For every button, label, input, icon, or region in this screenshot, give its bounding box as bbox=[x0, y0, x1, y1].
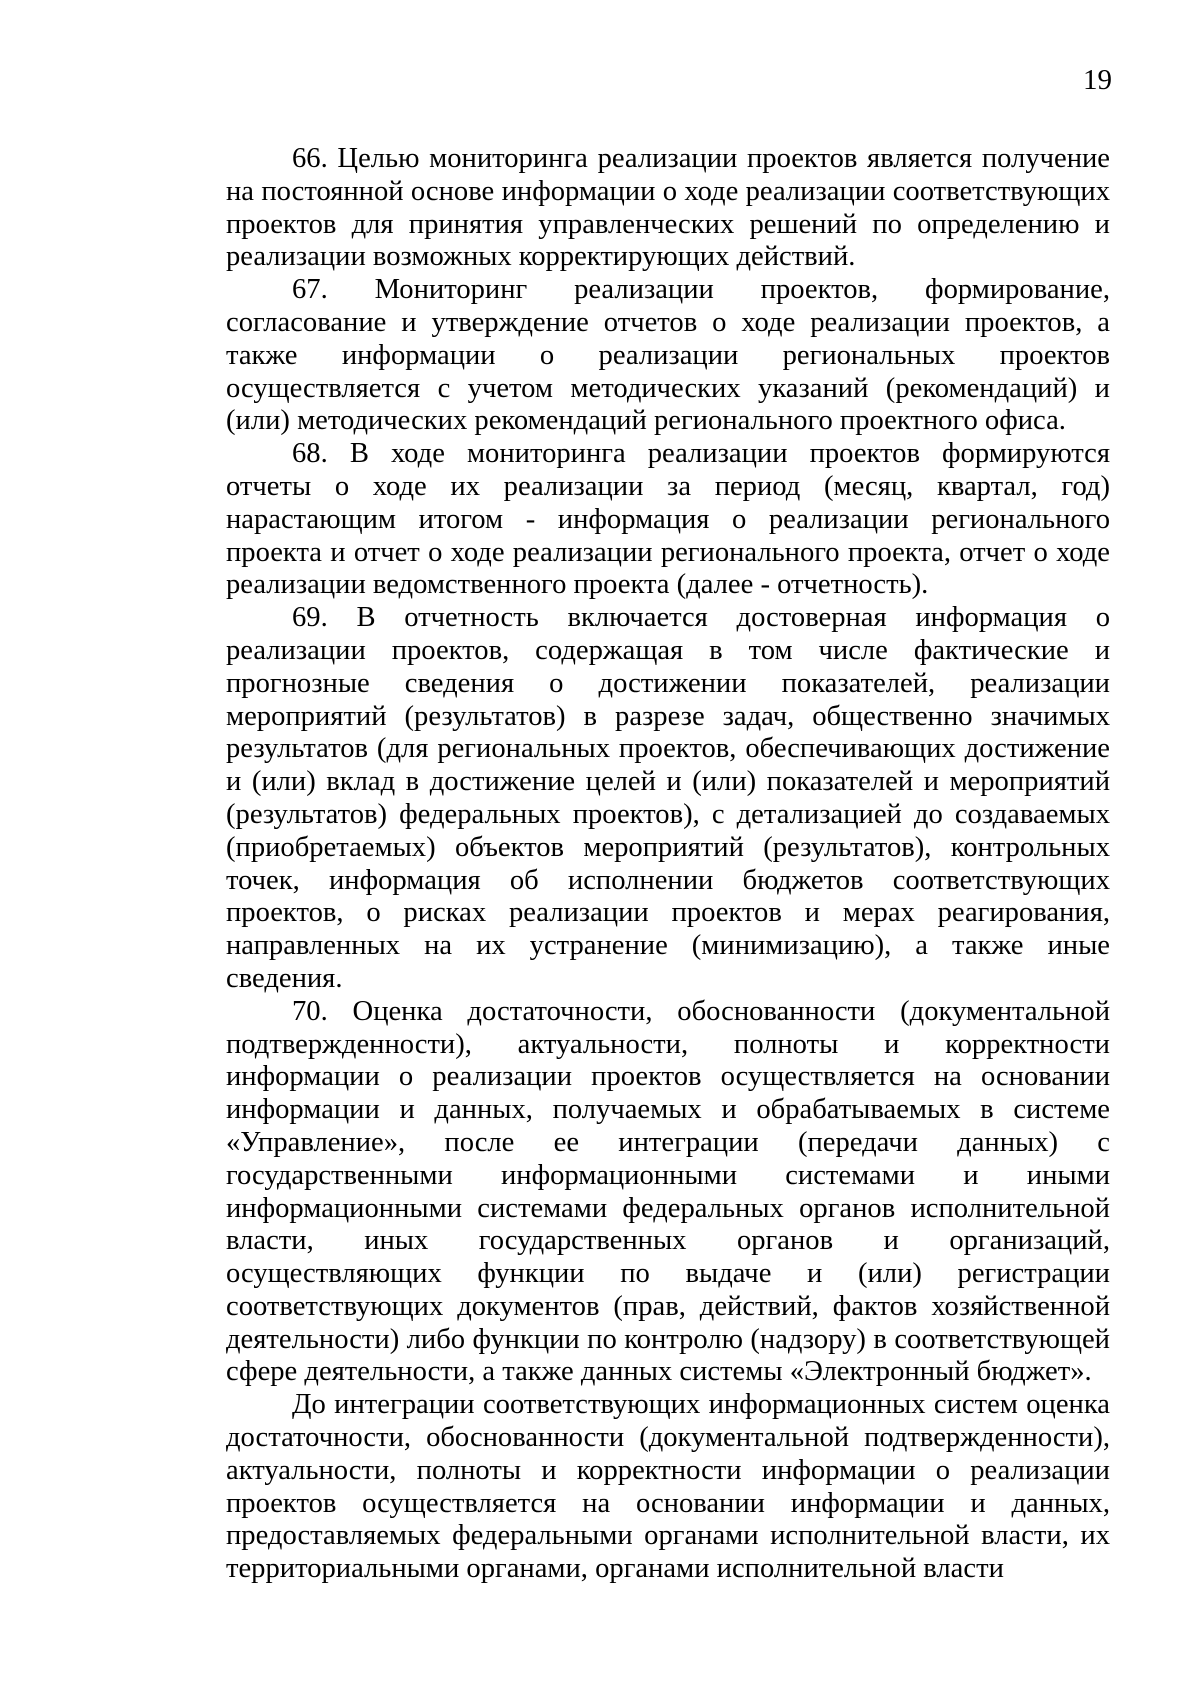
paragraph-70-continuation: До интеграции соответствующих информационных систем оценка достаточности, обоснованности (документальной подтвержденности), актуальности, полноты и корректности информации о реализации проектов осуществляется на основании информации и данных, предоставляемых федеральными органами исполнительной власти, их территориальными органами, органами исполнительной власти bbox=[226, 1389, 1110, 1585]
document-body bbox=[226, 143, 1110, 1586]
paragraph-66: 66. Целью мониторинга реализации проектов является получение на постоянной основе информации о ходе реализации соответствующих проектов для принятия управленческих решений по определению и реализации возможных корректирующих действий. bbox=[226, 143, 1110, 273]
paragraph-67: 67. Мониторинг реализации проектов, формирование, согласование и утверждение отчетов о ходе реализации проектов, а также информации о реализации региональных проектов осуществляется с учетом методических указаний (рекомендаций) и (или) методических рекомендаций регионального проектного офиса. bbox=[226, 274, 1110, 437]
page-number: 19 bbox=[1083, 64, 1112, 96]
paragraph-68: 68. В ходе мониторинга реализации проектов формируются отчеты о ходе их реализации за период (месяц, квартал, год) нарастающим итогом - информация о реализации регионального проекта и отчет о ходе реализации регионального проекта, отчет о ходе реализации ведомственного проекта (далее - отчетность). bbox=[226, 438, 1110, 601]
paragraph-70: 70. Оценка достаточности, обоснованности (документальной подтвержденности), актуальности, полноты и корректности информации о реализации проектов осуществляется на основании информации и данных, получаемых и обрабатываемых в системе «Управление», после ее интеграции (передачи данных) с государственными информационными системами и иными информационными системами федеральных органов исполнительной власти, иных государственных органов и организаций, осуществляющих функции по выдаче и (или) регистрации соответствующих документов (прав, действий, фактов хозяйственной деятельности) либо функции по контролю (надзору) в соответствующей сфере деятельности, а также данных системы «Электронный бюджет». bbox=[226, 995, 1110, 1388]
paragraph-69: 69. В отчетность включается достоверная информация о реализации проектов, содержащая в том числе фактические и прогнозные сведения о достижении показателей, реализации мероприятий (результатов) в разрезе задач, общественно значимых результатов (для региональных проектов, обеспечивающих достижение и (или) вклад в достижение целей и (или) показателей и мероприятий (результатов) федеральных проектов), с детализацией до создаваемых (приобретаемых) объектов мероприятий (результатов), контрольных точек, информация об исполнении бюджетов соответствующих проектов, о рисках реализации проектов и мерах реагирования, направленных на их устранение (минимизацию), а также иные сведения. bbox=[226, 602, 1110, 994]
